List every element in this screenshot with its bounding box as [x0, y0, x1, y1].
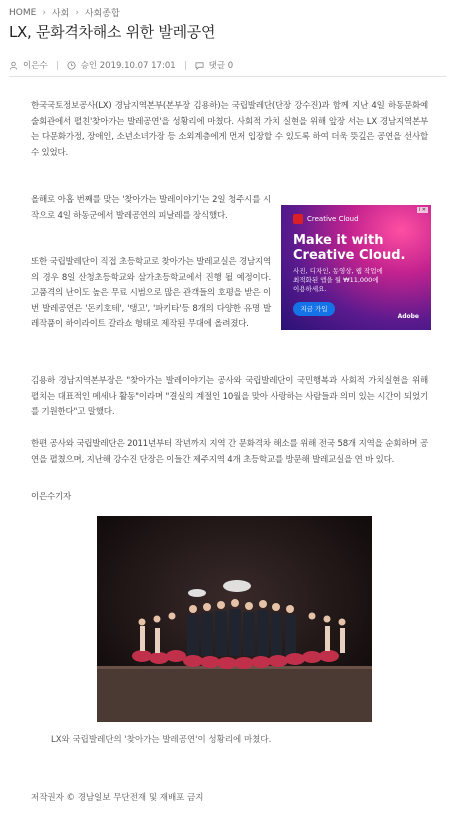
- published-date: 승인 2019.10.07 17:01: [80, 61, 176, 71]
- breadcrumb-home[interactable]: HOME: [9, 7, 37, 18]
- ad-brand-label: Creative Cloud: [307, 215, 359, 223]
- breadcrumb-subsection[interactable]: 사회종합: [84, 9, 120, 19]
- breadcrumb: [9, 6, 120, 19]
- ad-signup-button[interactable]: 지금 가입: [293, 302, 335, 316]
- clock-icon: [67, 61, 76, 70]
- comment-icon: [195, 61, 204, 70]
- article-meta: [9, 59, 233, 71]
- creative-cloud-logo-icon: [293, 214, 303, 224]
- adobe-logo: Adobe: [397, 313, 419, 320]
- article-paragraph: 한국국토정보공사(LX) 경남지역본부(본부장 김용하)는 국립발레단(단장 강수진)과 함께 지난 4일 하동문화예술회관에서 펼친'찾아가는 발레공연'을 성황리에 마쳤다. 사회적 가치 실현을 위해 앞장 서는 LX 경남지역본부는 다문화가정, 장애인, 소년소녀가장 등 소외계층에게 먼저 입장할 수 있도록 하여 더욱 뜻깊은 공연을 선사할 수 있었다.: [31, 101, 428, 158]
- ad-subtext-line: 최적화된 앱을 월 ₩11,000에: [293, 276, 379, 284]
- article-title: LX, 문화격차해소 위한 발레공연: [9, 23, 216, 41]
- ad-subtext-line: 이용하세요.: [293, 285, 327, 293]
- ad-headline-line: Make it with: [293, 233, 384, 248]
- ad-headline-line: Creative Cloud.: [293, 248, 406, 263]
- advertisement-banner[interactable]: [281, 205, 431, 330]
- article-photo: [97, 516, 372, 722]
- photo-caption: LX와 국립발레단의 '찾아가는 발레공연'이 성황리에 마쳤다.: [51, 735, 272, 745]
- article-paragraph: 김용하 경남지역본부장은 "찾아가는 발레이야기는 공사와 국립발레단이 국민행복과 사회적 가치실현을 위해 펼치는 대표적인 메세나 활동"이라며 "결실의 계절인 10월을 맞아 사랑하는 사람들과 의미 있는 시간이 되었기를 기원한다"고 말했다.: [31, 376, 428, 418]
- ad-brand: [293, 214, 359, 224]
- header-divider: [9, 76, 446, 77]
- divider: [185, 61, 186, 70]
- ad-subtext: [293, 267, 393, 294]
- breadcrumb-section[interactable]: 사회: [51, 9, 70, 19]
- ad-info-icon[interactable]: i ✕: [418, 207, 426, 213]
- comment-count[interactable]: 댓글 0: [208, 61, 234, 71]
- user-icon: [9, 61, 18, 70]
- article-paragraph: 올해로 아홉 번째를 맞는 '찾아가는 발레이야기'는 2일 청주시를 시작으로 4일 하동군에서 발레공연의 피날레를 장식했다.: [31, 195, 271, 221]
- copyright-notice: 저작권자 © 경남일보 무단전재 및 재배포 금지: [31, 793, 204, 803]
- ballet-group-photo: [97, 516, 372, 722]
- ad-headline: [293, 233, 405, 263]
- article-byline: 이은수기자: [31, 492, 72, 502]
- divider: [57, 61, 58, 70]
- article-paragraph: 또한 국립발레단이 직접 초등학교로 찾아가는 발레교실은 경남지역의 경우 8일 산청초등학교와 삼가초등학교에서 진행 될 예정이다. 고품격의 난이도 높은 무료 시범으로 많은 관객들의 호평을 받은 이번 발레공연은 '돈키호테', '탱고', '파키타'등 8개의 다양한 유명 발레작품이 하이라이트 갈라쇼 형태로 제작된 무대에 올려졌다.: [31, 257, 271, 330]
- chevron-right-icon: ›: [75, 7, 79, 18]
- author-name: 이은수: [23, 61, 48, 71]
- chevron-right-icon: ›: [42, 7, 46, 18]
- article-paragraph: 한편 공사와 국립발레단은 2011년부터 작년까지 지역 간 문화격차 해소를 위해 전국 58개 지역을 순회하며 공연을 펼쳤으며, 지난해 강수진 단장은 이들간 제주지역 4개 초등학교를 방문해 발레교실을 연 바 있다.: [31, 439, 428, 465]
- ad-subtext-line: 사진, 디자인, 동영상, 웹 작업에: [293, 267, 383, 275]
